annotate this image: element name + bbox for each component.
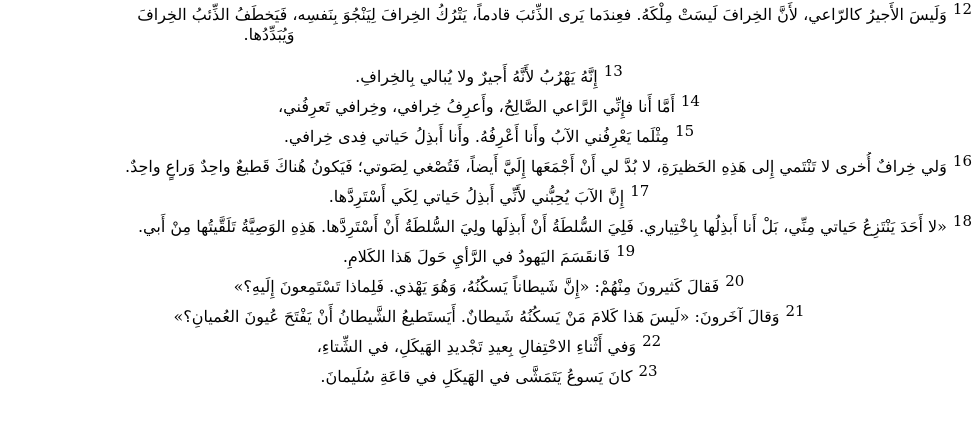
verse-number: 21 <box>785 302 805 320</box>
verse-text: وَقالَ آخَرونَ: «لَيسَ هَذا كَلامَ مَنْ يَسكُنُهُ شَيطانٌ. أَيَستَطيعُ الشَّيطانُ أَنْ يَفْتَحَ عُيونَ العُميانِ؟» <box>173 307 780 326</box>
verse-number: 16 <box>952 152 972 170</box>
verse-20 <box>6 272 972 302</box>
verse-text: إِنَّهُ يَهْرُبُ لأَنَّهُ أَجيرٌ ولا يُبالي بِالخِرافِ. <box>355 67 598 86</box>
verse-text: وَلي خِرافٌ أُخرى لا تَنْتَمي إِلى هَذِهِ الحَظيرَةِ، لا بُدَّ لي أَنْ أَجْمَعَها إِلَيَّ أَيضاً، فَتُصْغي لِصَوتي؛ فَيَكونُ هُناكَ قَطيعٌ واحِدٌ وَراعٍ واحِدٌ. <box>125 157 947 176</box>
verse-text: مِثْلَما يَعْرِفُني الآبُ وأَنا أَعْرِفُهُ. وأَنا أَبذِلُ حَياتي فِدى خِرافي. <box>283 127 670 146</box>
verse-text: إِنَّ الآبَ يُحِبُّني لأَنِّي أَبذِلُ حَياتي لِكَي أَسْتَرِدَّها. <box>328 187 625 206</box>
verse-number: 17 <box>630 182 650 200</box>
verse-text: وَلَيسَ الأَجيرُ كالرّاعي، لأَنَّ الخِرافَ لَيسَتْ مِلْكَهُ. فعِندَما يَرى الذِّئبَ قادماً، يَتْرُكُ الخِرافَ لِيَنْجُوَ بِنَفسِه، فَيَخطَفُ الذِّئبُ الخِرافَ <box>137 5 947 24</box>
verse-number: 20 <box>725 272 745 290</box>
verse-number: 14 <box>680 92 700 110</box>
verse-text: كانَ يَسوعُ يَتَمَشَّى في الهَيكَلِ في قاعَةِ سُلَيمانَ. <box>320 367 633 386</box>
verse-number: 22 <box>642 332 662 350</box>
verse-16 <box>6 152 972 182</box>
verse-text: فَقالَ كَثيرونَ مِنْهُمْ: «إِنَّ شَيطاناً يَسكُنُهُ، وَهُوَ يَهْذي. فَلِماذا تَسْتَمِعونَ إِلَيهِ؟» <box>233 277 720 296</box>
verse-15 <box>6 122 972 152</box>
verse-22 <box>6 332 972 362</box>
verse-19 <box>6 242 972 272</box>
verse-number: 13 <box>603 62 623 80</box>
verse-18 <box>6 212 972 242</box>
verse-text: وَفي أَثْناءِ الاحْتِفالِ بِعيدِ تَجْديدِ الهَيكَلِ، في الشِّتاءِ، <box>316 337 637 356</box>
verse-text: أَمَّا أَنا فإِنِّي الرَّاعي الصَّالِحُ، وأَعرِفُ خِرافي، وخِرافي تَعرِفُني، <box>278 97 675 116</box>
verse-12 <box>6 0 972 30</box>
verse-17 <box>6 182 972 212</box>
verse-number: 15 <box>675 122 695 140</box>
verse-13 <box>6 62 972 92</box>
verse-text: «لا أَحَدَ يَنْتَزِعُ حَياتي مِنِّي، بَلْ أَنا أَبذِلُها بِاخْتِياري. فَلِيَ السُّلطَةُ أَنْ أَبذِلَها ولِيَ السُّلطَةُ أَنْ أَسْتَرِدَّها. هَذِهِ الوَصِيَّةُ تَلَقَّيتُها مِنْ أَبي. <box>137 217 947 236</box>
verse-14 <box>6 92 972 122</box>
verse-21 <box>6 302 972 332</box>
verse-number: 18 <box>952 212 972 230</box>
verse-23 <box>6 362 972 392</box>
verse-text: وَيُبَدِّدُها. <box>243 25 295 44</box>
verse-number: 12 <box>952 0 972 18</box>
verse-number: 23 <box>638 362 658 380</box>
verse-text: فَانقَسَمَ اليَهودُ في الرَّأيِ حَولَ هَذا الكَلامِ. <box>342 247 611 266</box>
verse-number: 19 <box>616 242 636 260</box>
